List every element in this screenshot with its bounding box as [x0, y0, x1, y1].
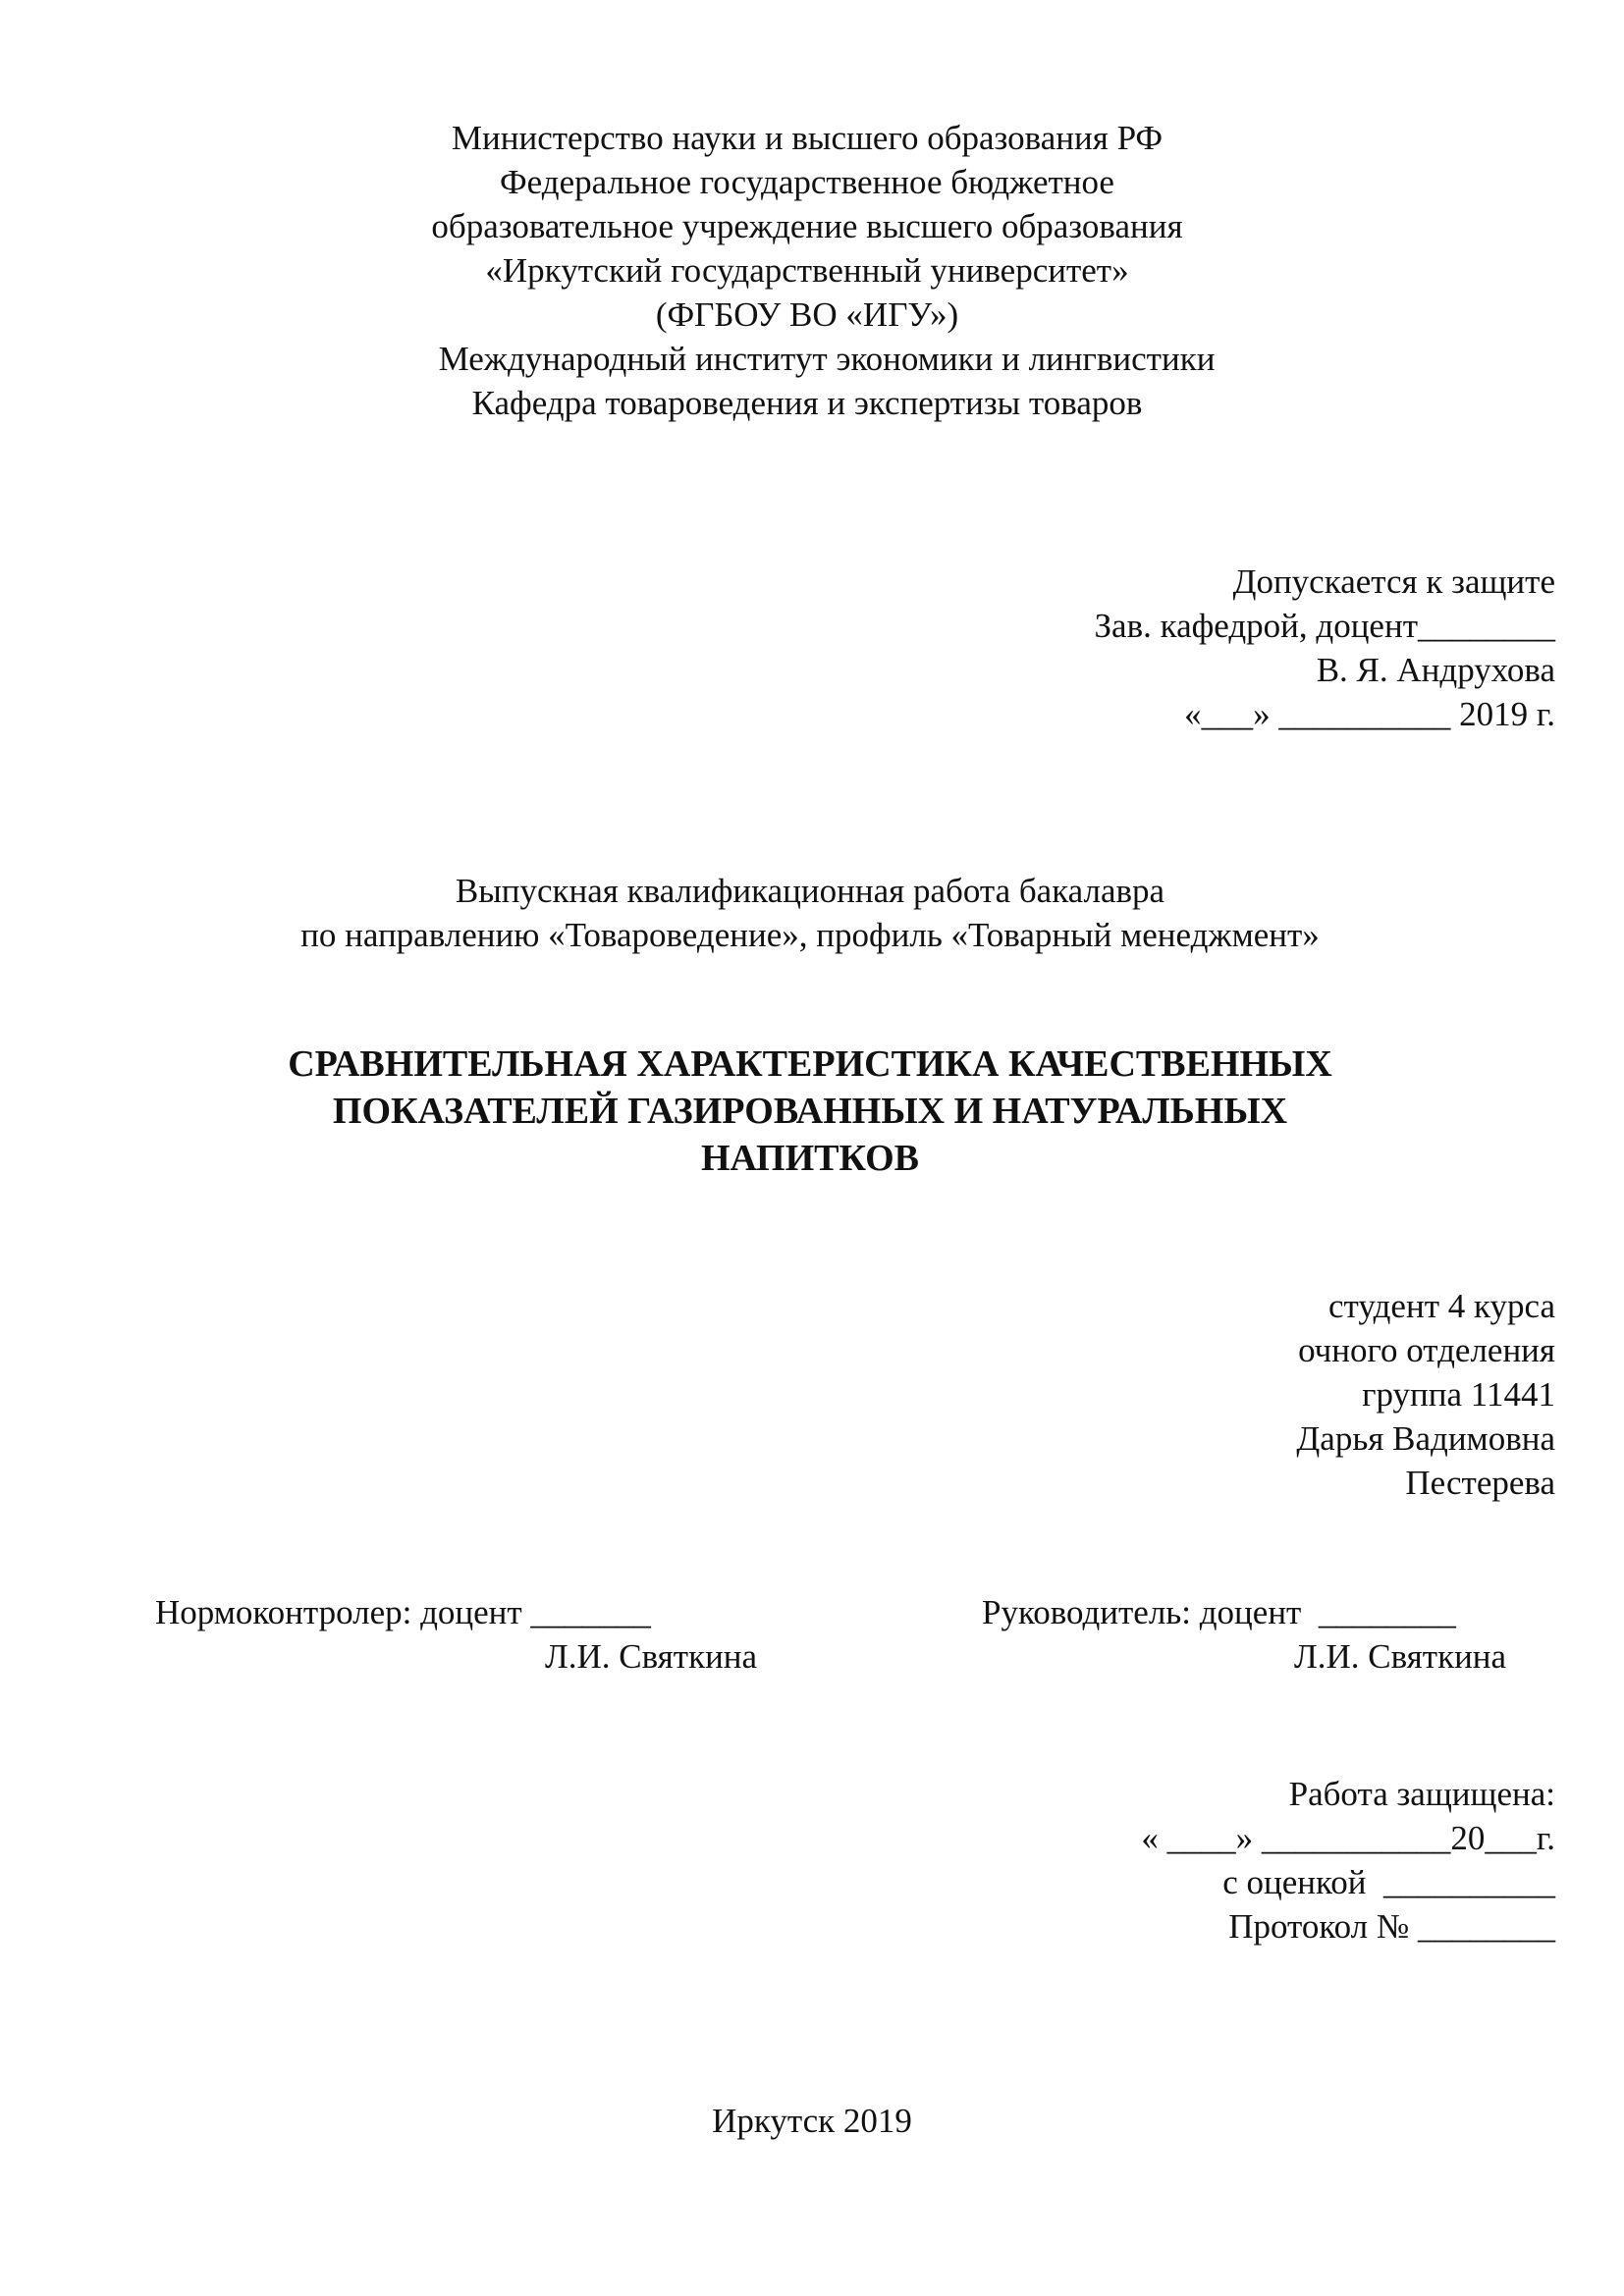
defense-date-line: « ____» ___________20___г. [1141, 1819, 1555, 1857]
ministry-line: Министерство науки и высшего образования РФ [451, 119, 1164, 157]
footer [44, 2099, 1624, 2143]
head-of-department-line: Зав. кафедрой, доцент________ [1094, 607, 1555, 645]
normcontroller-name: Л.И. Святкина [545, 1637, 758, 1676]
institution-type-line-2: образовательное учреждение высшего образования [431, 207, 1183, 245]
student-group: группа 11441 [1362, 1375, 1555, 1414]
department-name: Кафедра товароведения и экспертизы товаров [471, 384, 1143, 422]
student-first-name: Дарья Вадимовна [1296, 1419, 1555, 1458]
defense-protocol-line: Протокол № ________ [1228, 1907, 1555, 1946]
institute-name: Международный институт экономики и лингвистики [438, 340, 1216, 378]
thesis-title [0, 1041, 1622, 1182]
approval-block [1095, 560, 1556, 736]
university-name: «Иркутский государственный университет» [485, 251, 1129, 290]
student-course: студент 4 курса [1327, 1287, 1555, 1325]
work-direction-line: по направлению «Товароведение», профиль «Товарный менеджмент» [300, 916, 1320, 954]
student-block [1296, 1284, 1555, 1505]
university-abbr: (ФГБОУ ВО «ИГУ») [655, 295, 959, 334]
approval-date-line: «___» __________ 2019 г. [1184, 695, 1555, 733]
normcontroller-role: Нормоконтролер: доцент _______ [155, 1593, 651, 1631]
work-type-block [0, 869, 1622, 957]
supervisor-name: Л.И. Святкина [1294, 1637, 1507, 1676]
supervisor-role: Руководитель: доцент ________ [982, 1593, 1456, 1631]
defense-status: Работа защищена: [1288, 1775, 1555, 1813]
head-of-department-name: В. Я. Андрухова [1316, 651, 1555, 689]
student-last-name: Пестерева [1405, 1464, 1555, 1502]
defense-grade-line: с оценкой __________ [1222, 1863, 1555, 1901]
institution-header [0, 116, 1619, 425]
city-year: Иркутск 2019 [712, 2102, 912, 2140]
defense-block [1141, 1772, 1555, 1949]
thesis-title-line-3: НАПИТКОВ [700, 1138, 920, 1179]
work-type-line: Выпускная квалификационная работа бакалавра [455, 872, 1165, 910]
admission-line: Допускается к защите [1232, 562, 1555, 601]
thesis-title-line-2: ПОКАЗАТЕЛЕЙ ГАЗИРОВАННЫХ И НАТУРАЛЬНЫХ [332, 1091, 1288, 1132]
student-study-form: очного отделения [1298, 1331, 1555, 1369]
thesis-title-line-1: СРАВНИТЕЛЬНАЯ ХАРАКТЕРИСТИКА КАЧЕСТВЕННЫХ [288, 1043, 1332, 1085]
institution-type-line: Федеральное государственное бюджетное [500, 163, 1114, 201]
